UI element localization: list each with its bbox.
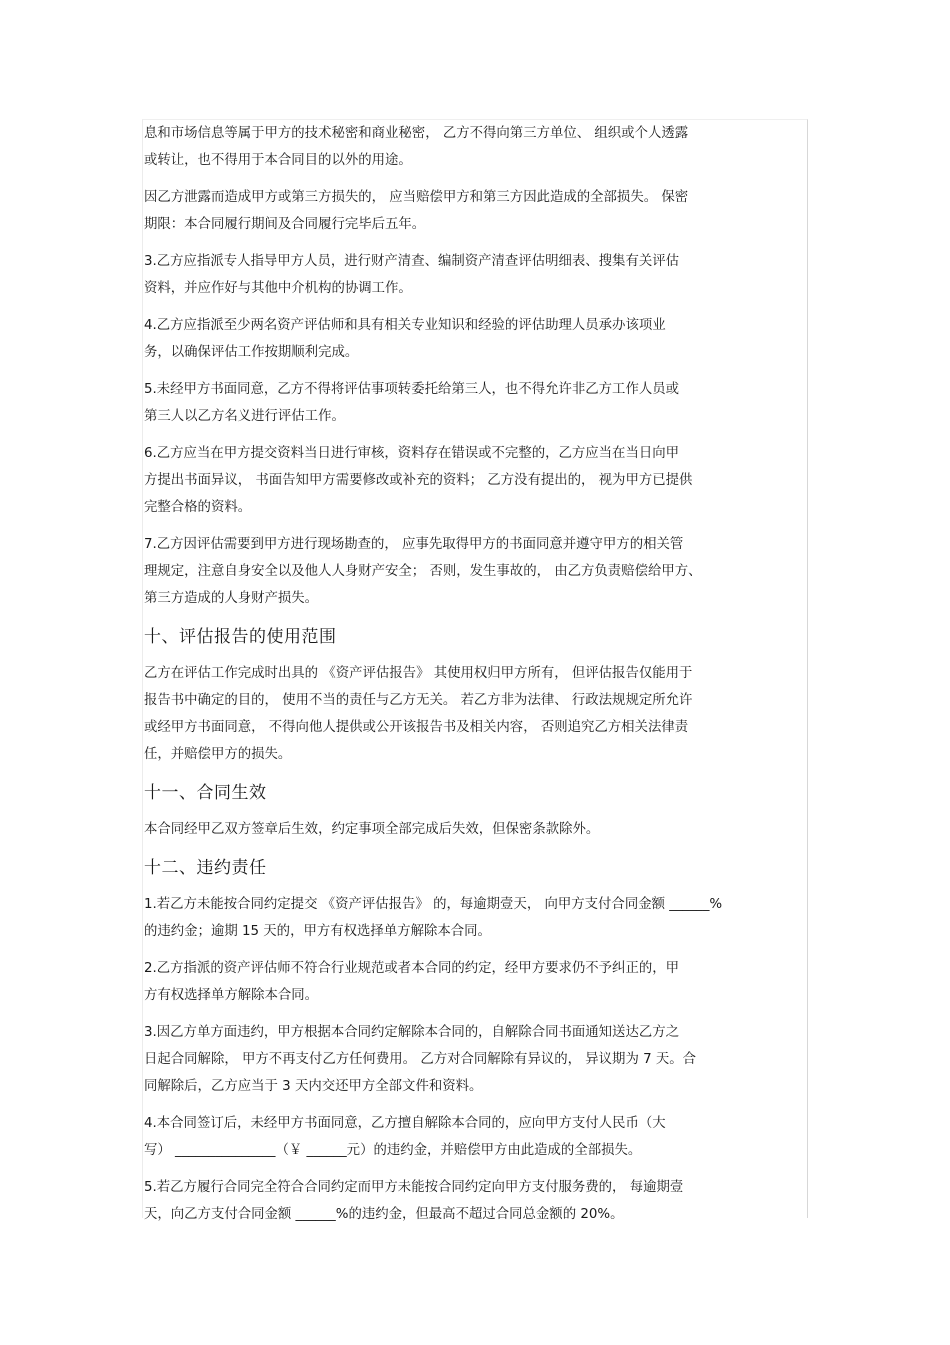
text-line: 写） _______________（￥ ______元）的违约金，并赔偿甲方由此造成的全部损失。 [144, 1143, 642, 1158]
text-line: 天，向乙方支付合同金额 ______%的违约金，但最高不超过合同总金额的 20%。 [144, 1207, 624, 1222]
text-line: 完整合格的资料。 [144, 500, 252, 515]
text-line: 理规定，注意自身安全以及他人人身财产安全； 否则，发生事故的， 由乙方负责赔偿给甲方、 [144, 564, 702, 579]
clause-5 [144, 376, 804, 430]
section-heading-contract-effective: 十一、合同生效 [144, 783, 267, 803]
text-line: 报告书中确定的目的， 使用不当的责任与乙方无关。 若乙方非为法律、 行政法规规定所允许 [144, 693, 693, 708]
text-line: 务，以确保评估工作按期顺利完成。 [144, 345, 359, 360]
text-line: 4.本合同签订后，未经甲方书面同意，乙方擅自解除本合同的，应向甲方支付人民币（大 [144, 1116, 666, 1131]
text-line: 同解除后，乙方应当于 3 天内交还甲方全部文件和资料。 [144, 1079, 483, 1094]
text-line: 4.乙方应指派至少两名资产评估师和具有相关专业知识和经验的评估助理人员承办该项业 [144, 318, 666, 333]
paragraph-report-usage [144, 660, 804, 768]
text-line: 期限：本合同履行期间及合同履行完毕后五年。 [144, 217, 426, 232]
paragraph-contract-effective [144, 816, 804, 843]
breach-item-3 [144, 1019, 804, 1100]
clause-6 [144, 440, 804, 521]
document-body [144, 120, 804, 1238]
text-line: 1.若乙方未能按合同约定提交 《资产评估报告》 的，每逾期壹天， 向甲方支付合同金额 ______% [144, 897, 723, 912]
clause-3 [144, 248, 804, 302]
text-line: 任，并赔偿甲方的损失。 [144, 747, 292, 762]
text-line: 5.未经甲方书面同意，乙方不得将评估事项转委托给第三人，也不得允许非乙方工作人员或 [144, 382, 680, 397]
text-line: 3.乙方应指派专人指导甲方人员，进行财产清查、编制资产清查评估明细表、搜集有关评估 [144, 254, 680, 269]
text-line: 5.若乙方履行合同完全符合合同约定而甲方未能按合同约定向甲方支付服务费的， 每逾期壹 [144, 1180, 684, 1195]
breach-item-5 [144, 1174, 804, 1228]
text-line: 7.乙方因评估需要到甲方进行现场勘查的， 应事先取得甲方的书面同意并遵守甲方的相关管 [144, 537, 684, 552]
text-line: 3.因乙方单方面违约，甲方根据本合同约定解除本合同的，自解除合同书面通知送达乙方之 [144, 1025, 680, 1040]
paragraph-confidential-info [144, 120, 804, 174]
text-line: 2.乙方指派的资产评估师不符合行业规范或者本合同的约定，经甲方要求仍不予纠正的，甲 [144, 961, 680, 976]
text-line: 6.乙方应当在甲方提交资料当日进行审核，资料存在错误或不完整的，乙方应当在当日向甲 [144, 446, 680, 461]
text-line: 第三方造成的人身财产损失。 [144, 591, 319, 606]
section-heading-breach-liability: 十二、违约责任 [144, 858, 267, 878]
clause-7 [144, 531, 804, 612]
text-line: 乙方在评估工作完成时出具的 《资产评估报告》 其使用权归甲方所有， 但评估报告仅能用于 [144, 666, 693, 681]
text-line: 息和市场信息等属于甲方的技术秘密和商业秘密， 乙方不得向第三方单位、 组织或个人透露 [144, 126, 689, 141]
text-line: 或转让，也不得用于本合同目的以外的用途。 [144, 153, 412, 168]
section-heading-report-usage: 十、评估报告的使用范围 [144, 627, 337, 647]
text-line: 资料，并应作好与其他中介机构的协调工作。 [144, 281, 412, 296]
paragraph-confidentiality-term [144, 184, 804, 238]
text-line: 日起合同解除， 甲方不再支付乙方任何费用。 乙方对合同解除有异议的， 异议期为 7 天。合 [144, 1052, 697, 1067]
text-line: 的违约金；逾期 15 天的，甲方有权选择单方解除本合同。 [144, 924, 491, 939]
text-line: 方提出书面异议， 书面告知甲方需要修改或补充的资料； 乙方没有提出的， 视为甲方已提供 [144, 473, 693, 488]
breach-item-1 [144, 891, 804, 945]
breach-item-2 [144, 955, 804, 1009]
text-line: 或经甲方书面同意， 不得向他人提供或公开该报告书及相关内容， 否则追究乙方相关法律责 [144, 720, 689, 735]
text-line: 本合同经甲乙双方签章后生效，约定事项全部完成后失效，但保密条款除外。 [144, 822, 600, 837]
text-line: 第三人以乙方名义进行评估工作。 [144, 409, 345, 424]
breach-item-4 [144, 1110, 804, 1164]
text-line: 方有权选择单方解除本合同。 [144, 988, 319, 1003]
text-line: 因乙方泄露而造成甲方或第三方损失的， 应当赔偿甲方和第三方因此造成的全部损失。 保密 [144, 190, 689, 205]
clause-4 [144, 312, 804, 366]
